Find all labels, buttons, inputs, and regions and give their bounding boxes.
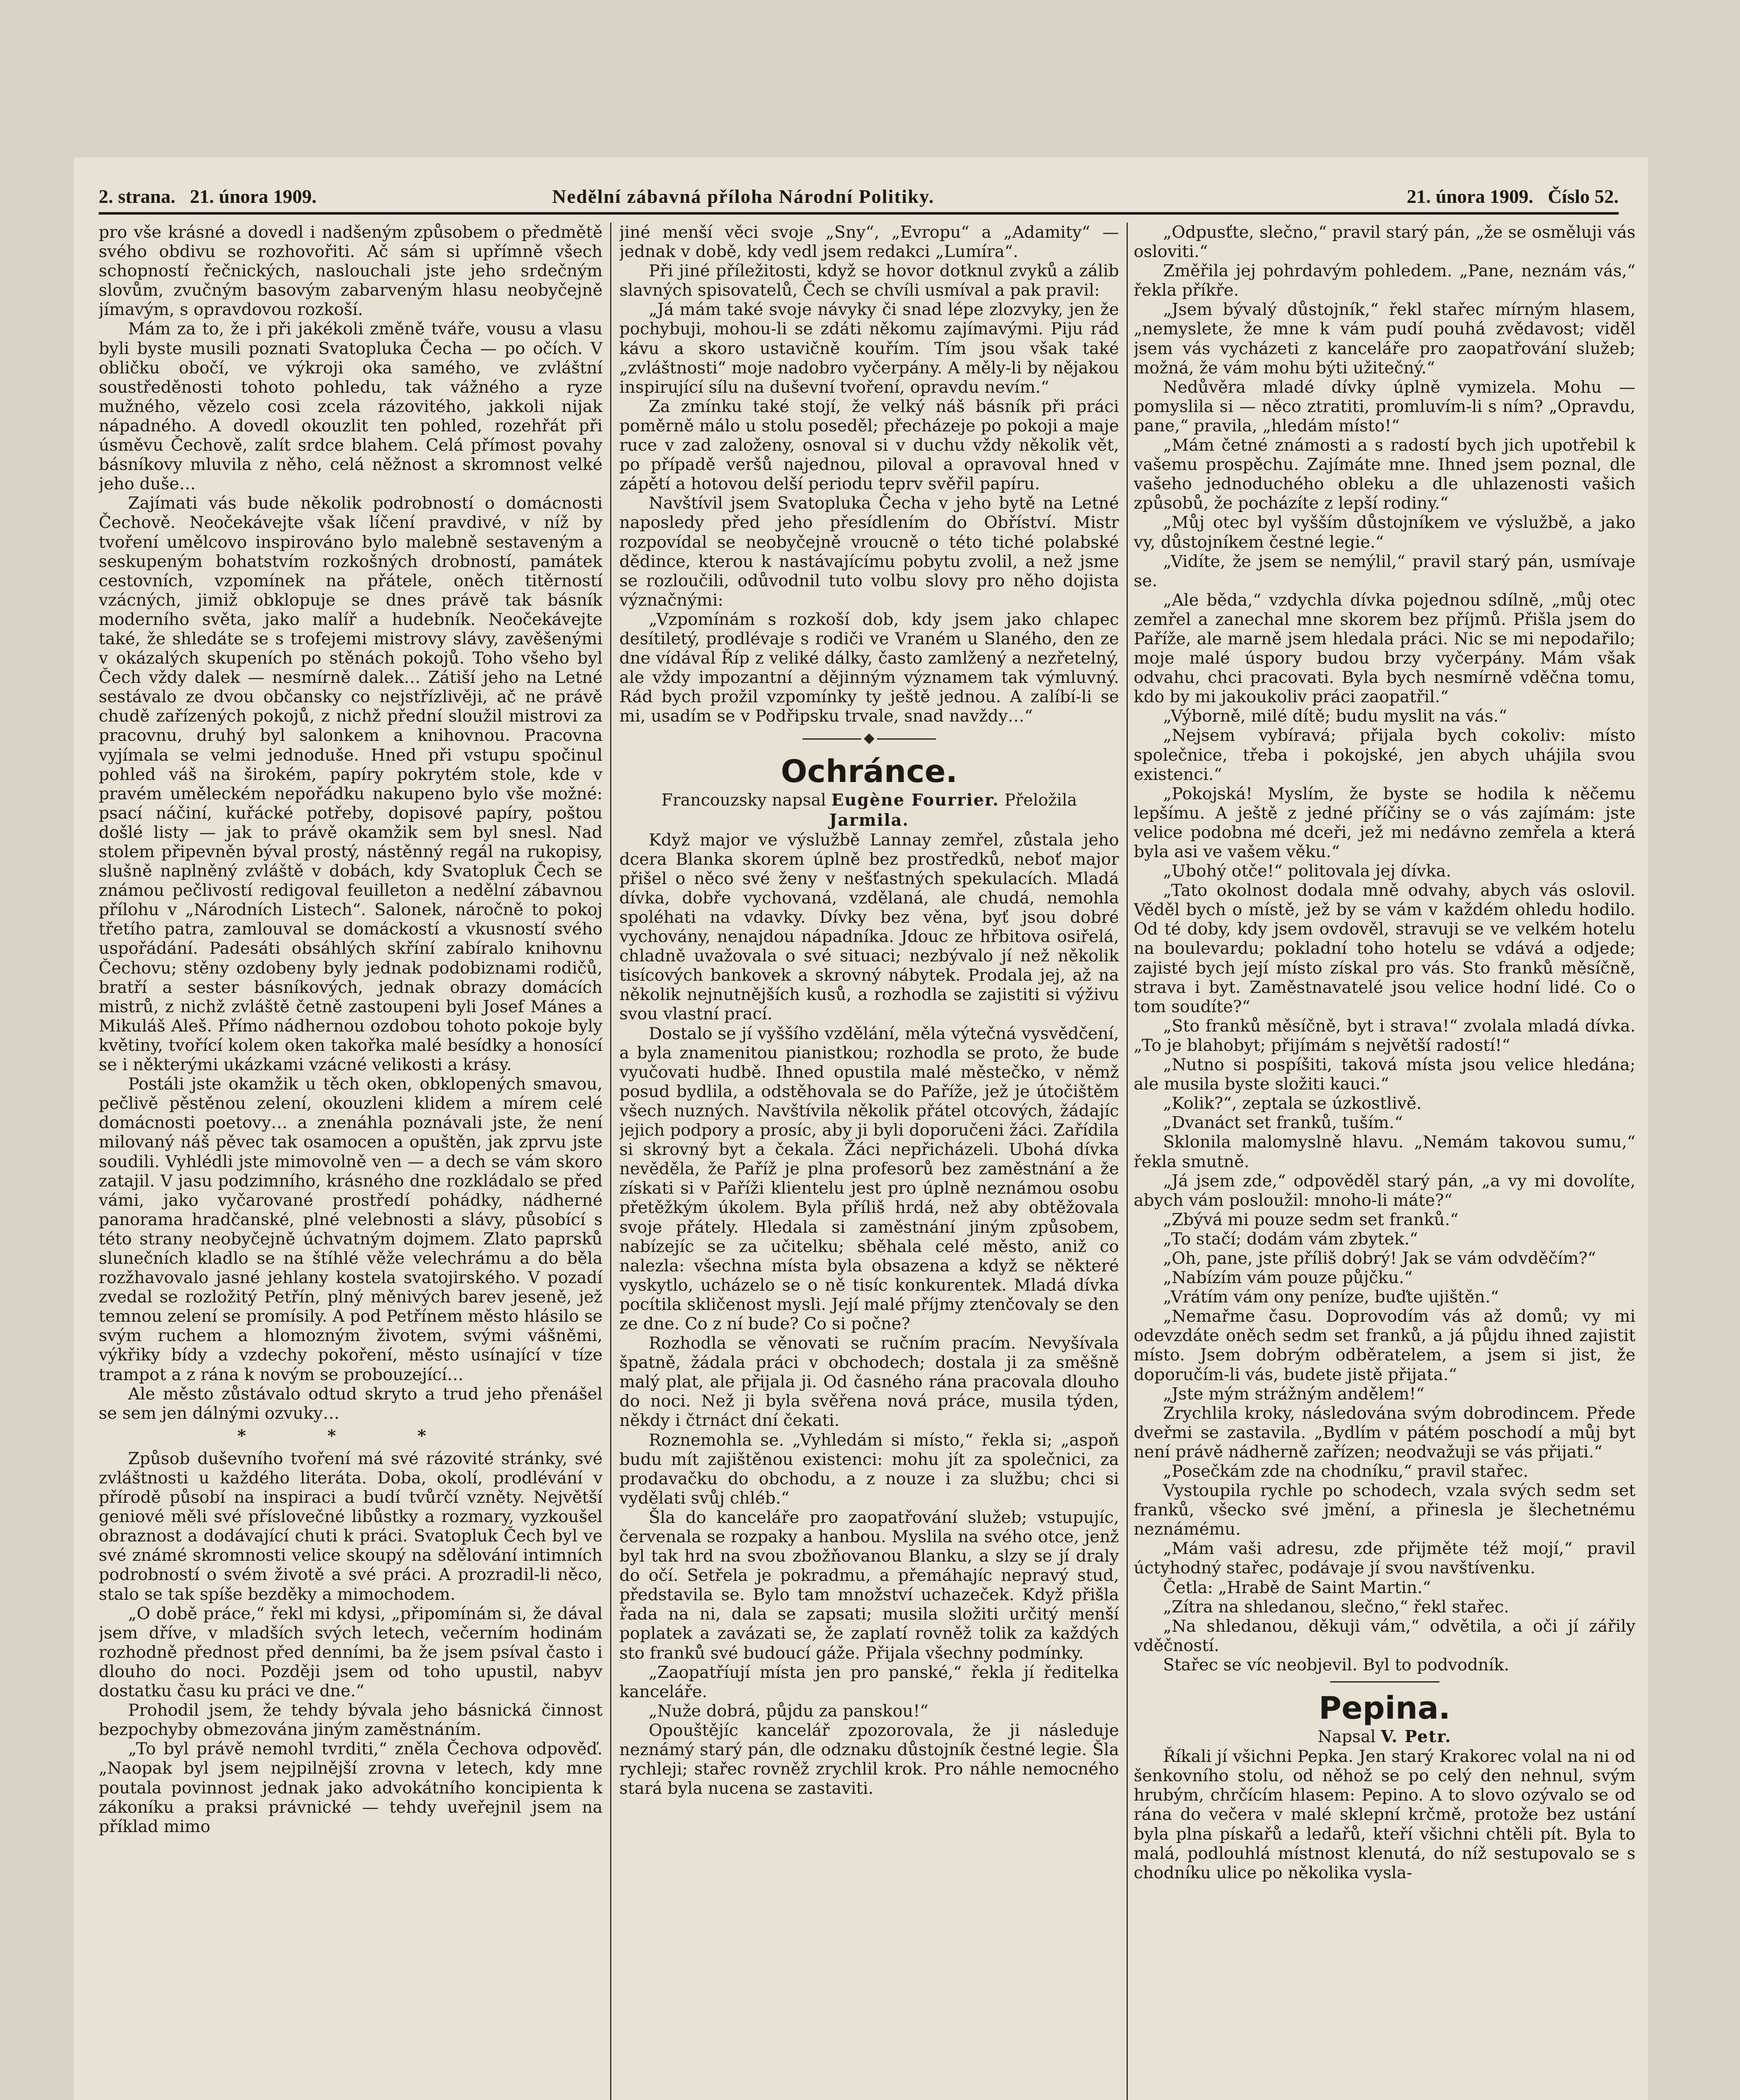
column-divider: [1127, 223, 1128, 2100]
paragraph: pro vše krásné a dovedl i nadšeným způsobem o předmětě svého obdivu se rozhovořiti. Ač sám si upřímně všech schopností řečnických, naslouchali jste jeho srdečným slovům, zvučným basovým zabarveným hlasu neobyčejně jímavým, s opravdovou rozkoší.: [99, 223, 603, 320]
paragraph: „Tato okolnost dodala mně odvahy, abych vás oslovil. Věděl bych o místě, jež by se vám v každém ohledu hodilo. Od té doby, kdy jsem ovdověl, stravuji se ve velkém hotelu na boulevardu; pokladní toho hotelu se vdává a odjede; zajisté bych její místo získal pro vás. Sto franků měsíčně, strava i byt. Zaměstnavatelé jsou velice hodní lidé. Co o tom soudíte?“: [1134, 881, 1635, 1016]
paragraph: Dostalo se jí vyššího vzdělání, měla výtečná vysvědčení, a byla znamenitou pianistkou; rozhodla se proto, že bude vyučovati hudbě. Ihned opustila malé městečko, v němž posud bydlila, a odstěhovala se do Paříže, jež je útočištěm všech nuzných. Navštívila několik přátel otcových, žádajíc jejich podpory a prosíc, aby ji byli doporučeni žáci. Zařídila si skrovný byt a čekala. Žáci nepřicházeli. Ubohá dívka nevěděla, že Paříž je plna profesorů bez zaměstnání a že získati si v Paříži klientelu jest pro úplně neznámou osobu přetěžkým úkolem. Byla příliš hrdá, než aby obtěžovala svoje přátely. Hledala si zaměstnání jiným způsobem, nabízejíc se za učitelku; sběhala celé město, aniž co nalezla: všechna místa byla obsazena a když se některé vyskytlo, ucházelo se o ně tisíc konkurentek. Mladá dívka pocítila skličenost mysli. Její malé příjmy ztenčovaly se den ze dne. Co z ní bude? Co si počne?: [619, 1024, 1119, 1334]
story-title: Pepina.: [1318, 1690, 1451, 1727]
translator-name: Jarmila.: [829, 810, 909, 830]
paragraph: „Nabízím vám pouze půjčku.“: [1163, 1268, 1413, 1288]
paragraph: „Mám četné známosti a s radostí bych jich upotřebil k vašemu prospěchu. Zajímáte mne. Ihned jsem poznal, dle vašeho jednoduchého obleku a dle uhlazenosti vašich způsobů, že pocházíte z lepší rodiny.“: [1134, 436, 1635, 513]
header-right: [1407, 181, 1619, 212]
paragraph: Prohodil jsem, že tehdy bývala jeho básnická činnost bezpochyby obmezována jiným zaměstnáním.: [99, 1701, 603, 1740]
paragraph: Mám za to, že i při jakékoli změně tváře, vousu a vlasu byli byste musili poznati Svatopluka Čecha — po očích. V obličku obočí, ve výkroji oka samého, ve zvláštní soustředěnosti tohoto pohledu, tak vážného a ryze mužného, vězelo cosi zcela rázovitého, jakkoli nijak nápadného. A dovedl okouzlit ten pohled, rozehřát při úsměvu Čechově, zalít srdce blahem. Celá přímost povahy básníkovy mluvila z něho, celá něžnost a skromnost velké jeho duše…: [99, 319, 603, 494]
paragraph: Opouštějíc kancelář zpozorovala, že ji následuje neznámý starý pán, dle odznaku důstojník čestné legie. Šla rychleji; stařec rovněž zrychlil krok. Pro náhle nemocného stará byla nucena se zastaviti.: [619, 1720, 1119, 1798]
translator-prefix: Přeložila: [1004, 791, 1077, 810]
paragraph: „O době práce,“ řekl mi kdysi, „připomínám si, že dával jsem dříve, v mladších svých letech, večerním hodinám rozhodně přednost před denními, ba že jsem psíval často i dlouho do noci. Později jsem od toho upustil, nabyv dostatku času ku práci ve dne.“: [99, 1604, 603, 1701]
header-left: [99, 181, 317, 212]
story-title: Ochránce.: [781, 753, 958, 790]
paragraph: „Vrátím vám ony peníze, buďte ujištěn.“: [1163, 1287, 1499, 1307]
paragraph: „Ale běda,“ vzdychla dívka pojednou sdílně, „můj otec zemřel a zanechal mne skorem bez příjmů. Přišla jsem do Paříže, ale marně jsem hledala práci. Nic se mi nepodařilo; moje malé úspory budou brzy vyčerpány. Mám však odvahu, chci pracovati. Byla bych nesmírně vděčna tomu, kdo by mi jakoukoliv práci zaopatřil.“: [1134, 590, 1635, 707]
paragraph: Navštívil jsem Svatopluka Čecha v jeho bytě na Letné naposledy před jeho přesídlením do Obříství. Mistr rozpovídal se neobyčejně vroucně o této tiché polabské dědince, kterou k nastávajícímu pobytu zvolil, a než jsme se rozloučili, odůvodnil tuto volbu slovy pro něho dojista význačnými:: [619, 494, 1119, 610]
column-1: [99, 223, 603, 2100]
paragraph: Ale město zůstávalo odtud skryto a trud jeho přenášel se sem jen dálnými ozvuky…: [99, 1384, 603, 1423]
paragraph: „Vzpomínám s rozkoší dob, kdy jsem jako chlapec desítiletý, prodlévaje s rodiči ve Vraném u Slaného, den ze dne vídával Říp z veliké dálky, často zamlžený a nezřetelný, ale vždy impozantní a dějinným významem tak výmluvný. Rád bych prožil vzpomínky ty ještě jednou. A zalíbí-li se mi, usadím se v Podřipsku trvale, snad navždy…“: [619, 609, 1119, 726]
paragraph: „Jsem bývalý důstojník,“ řekl stařec mírným hlasem, „nemyslete, že mne k vám pudí pouhá zvědavost; viděl jsem vás vycházeti z kanceláře pro zaopatřování služeb; možná, že vám mohu býti užitečný.“: [1134, 300, 1635, 378]
paragraph: Změřila jej pohrdavým pohledem. „Pane, neznám vás,“ řekla příkře.: [1134, 261, 1635, 300]
paragraph: „Kolik?“, zeptala se úzkostlivě.: [1163, 1094, 1422, 1113]
paragraph: „Výborně, milé dítě; budu myslit na vás.“: [1163, 706, 1507, 726]
paragraph: Rozhodla se věnovati se ručním pracím. Nevyšívala špatně, žádala práci v obchodech; dostala ji za směšně malý plat, ale přijala ji. Od časného rána pracovala dlouho do noci. Než ji byla svěřena nová práce, musila týden, někdy i čtrnáct dní čekati.: [619, 1334, 1119, 1431]
ornament-divider: [619, 728, 1119, 749]
paragraph: „Vidíte, že jsem se nemýlil,“ pravil starý pán, usmívaje se.: [1134, 551, 1635, 591]
byline-prefix: Napsal: [1318, 1727, 1376, 1747]
paragraph: „Ubohý otče!“ politovala jej dívka.: [1163, 861, 1452, 881]
paragraph: Postáli jste okamžik u těch oken, obklopených smavou, pečlivě pěstěnou zelení, okouzleni klidem a mírem celé domácnosti poetovy… a znenáhla poznávali jste, že není milovaný náš pěvec tak osamocen a opuštěn, jak zprvu jste soudili. Vyhlédli jste mimovolně ven — a dech se vám skoro zatajil. V jasu podzimního, krásného dne rozkládalo se před vámi, jako vyčarované prostředí pohádky, nádherné panorama hradčanské, plné velebnosti a slávy, působící s této strany neobyčejně úchvatným dojmem. Zlato paprsků slunečních kladlo se na štíhlé věže velechrámu a do běla rozžhavovalo jasné jehlany kostela svatojirského. V pozadí zvedal se rozložitý Petřín, plný měnivých barev jeseně, jež temnou zelení se promísily. A pod Petřínem město hlásilo se svým ruchem a hlomozným životem, svými vášněmi, výkřiky bídy a vzdechy pokoření, město usínající v tíze trampot a z rána k novým se probouzející…: [99, 1074, 603, 1384]
page-number: 2. strana.: [99, 186, 176, 207]
page-header: [99, 181, 1619, 215]
story-byline: [619, 790, 1119, 830]
story-byline: [1134, 1727, 1635, 1747]
paragraph: Způsob duševního tvoření má své rázovité stránky, své zvláštnosti u každého literáta. Doba, okolí, prodlévání v přírodě působí na inspiraci a budí tvůrčí vzněty. Největší geniové měli své příslovečné libůstky a rozmary, vyzkoušel obraznost a dodávající chuti k práci. Svatopluk Čech byl ve své známé skromnosti velice skoupý na sdělování intimních podrobností o svém životě a své práci. A prozradil-li něco, stalo se tak spíše bezděky a mimochodem.: [99, 1449, 603, 1604]
paragraph: „Odpusťte, slečno,“ pravil starý pán, „že se osměluji vás osloviti.“: [1134, 223, 1635, 262]
paragraph: „Sto franků měsíčně, byt i strava!“ zvolala mladá dívka. „To je blahobyt; přijímám s největší radostí!“: [1134, 1016, 1635, 1055]
header-date-right: 21. února 1909.: [1407, 186, 1533, 207]
paragraph: jiné menší věci svoje „Sny“, „Evropu“ a „Adamity“ — jednak v době, kdy vedl jsem redakci „Lumíra“.: [619, 223, 1119, 262]
paragraph: „Nutno si pospíšiti, taková místa jsou velice hledána; ale musila byste složiti kauci.“: [1134, 1055, 1635, 1094]
paragraph: Zrychlila kroky, následována svým dobrodincem. Přede dveřmi se zastavila. „Bydlím v pátém poschodí a můj byt není právě nádherně zařízen; neodvažuji se vás přijati.“: [1134, 1403, 1635, 1462]
issue-number: Číslo 52.: [1548, 186, 1619, 207]
author-name: Eugène Fourrier.: [831, 790, 999, 810]
paragraph: „Mám vaši adresu, zde přijměte též mojí,“ pravil úctyhodný stařec, podávaje jí svou navštívenku.: [1134, 1539, 1635, 1578]
section-stars: * * *: [237, 1426, 464, 1446]
column-divider: [610, 223, 611, 2100]
paragraph: „Zaopatříují místa jen pro panské,“ řekla jí ředitelka kanceláře.: [619, 1662, 1119, 1701]
paragraph: „Oh, pane, jste příliš dobrý! Jak se vám odvděčím?“: [1163, 1248, 1596, 1268]
publication-title: Nedělní zábavná příloha Národní Politiky.: [552, 186, 935, 207]
paragraph: „Posečkám zde na chodníku,“ pravil stařec.: [1163, 1462, 1528, 1481]
section-divider: [1330, 1681, 1439, 1683]
paragraph: „Zbývá mi pouze sedm set franků.“: [1163, 1210, 1459, 1229]
paragraph: „Já jsem zde,“ odpověděl starý pán, „a vy mi dovolíte, abych vám posloužil: mnoho-li máte?“: [1134, 1171, 1635, 1210]
paragraph: „Nejsem vybíravá; přijala bych cokoliv: místo společnice, třeba i pokojské, jen abych uhájila svou existenci.“: [1134, 726, 1635, 784]
paragraph: „Jste mým strážným andělem!“: [1163, 1384, 1425, 1404]
paragraph: Stařec se víc neobjevil. Byl to podvodník.: [1163, 1655, 1509, 1675]
paragraph: „Můj otec byl vyšším důstojníkem ve výslužbě, a jako vy, důstojníkem čestné legie.“: [1134, 513, 1635, 552]
paragraph: Nedůvěra mladé dívky úplně vymizela. Mohu — pomyslila si — něco ztratiti, promluvím-li s ním? „Opravdu, pane,“ pravila, „hledám místo!“: [1134, 377, 1635, 436]
byline-prefix: Francouzsky napsal: [661, 791, 826, 810]
paragraph: Četla: „Hrabě de Saint Martin.“: [1163, 1578, 1431, 1597]
paragraph: „Dvanáct set franků, tuším.“: [1163, 1113, 1403, 1133]
paragraph: „Nuže dobrá, půjdu za panskou!“: [649, 1701, 929, 1721]
paragraph: „To byl právě nemohl tvrditi,“ zněla Čechova odpověď. „Naopak byl jsem nejpilnější zrovna v letech, kdy mne poutala povinnost jednak jako advokátního koncipienta k zákoníku a praksi právnické — tehdy uveřejnil jsem na příklad mimo: [99, 1739, 603, 1836]
header-date-left: 21. února 1909.: [190, 186, 317, 207]
paragraph: Zajímati vás bude několik podrobností o domácnosti Čechově. Neočekávejte však líčení pravdivé, v níž by tvoření umělcovo inspirováno bylo malebně sestaveným a seskupeným bohatstvím rozkošných drobností, památek cestovních, vzpomínek na přátele, oněch titěrností vzácných, jimiž obklopuje se dnes právě tak básník moderního světa, jako malíř a hudebník. Neočekávejte také, že shledáte se s trofejemi mistrovy slávy, zavěšenými v okázalých skupeních po stěnách pokojů. Toho všeho byl Čech vždy dalek — nesmírně dalek… Zátiší jeho na Letné sestávalo ze dvou občansky co nejstřízlivěji, ač ne právě chudě zařízených pokojů, z nichž přední sloužil mistrovi za pracovnu, druhý byl salonkem a knihovnou. Pracovna vyjímala se velmi jednoduše. Hned při vstupu spočinul pohled váš na širokém, papíry pokrytém stole, kde v pravém uměleckém nepořádku nakupeno bylo vše možné: psací náčiní, kuřácké potřeby, dopisové papíry, poštou došlé listy — jak to právě okamžik sem byl snesl. Nad stolem připevněn býval prostý, nástěnný regál na rukopisy, slušně naplněný zvláště v dobách, kdy Svatopluk Čech se známou pečlivostí redigoval feuilleton a nedělní zábavnou přílohu v „Národních Listech“. Salonek, náročně to pokoj třetího patra, zamlouval se domáckostí a vkusností svého uspořádání. Padesáti obsáhlých skříní zabíralo knihovnu Čechovu; stěny ozdobeny byly jednak podobiznami rodičů, bratří a sester básníkových, jednak obrazy domácích mistrů, z nichž zvláště četně zastoupeni byli Josef Mánes a Mikuláš Aleš. Přímo nádhernou ozdobou tohoto pokoje byly květiny, tvořící kolem oken takořka malé besídky a honosící se i některými ukázkami vzácné velikosti a krásy.: [99, 494, 603, 1075]
paragraph: „Já mám také svoje návyky či snad lépe zlozvyky, jen že pochybuji, mohou-li se zdáti někomu zajímavými. Piju rád kávu a skoro ustavičně kouřím. Tím jsou však také „zvláštnosti“ moje nadobro vyčerpány. A měly-li by nějakou inspirující sílu na duševní tvoření, opravdu nevím.“: [619, 300, 1119, 397]
paragraph: „Nemařme času. Doprovodím vás až domů; vy mi odevzdáte oněch sedm set franků, a já půjdu ihned zajistit místo. Jsem dobrým odběratelem, a jsem si jist, že doporučím-li vás, budete jistě přijata.“: [1134, 1307, 1635, 1384]
paragraph: Sklonila malomyslně hlavu. „Nemám takovou sumu,“ řekla smutně.: [1134, 1132, 1635, 1171]
paragraph: Vystoupila rychle po schodech, vzala svých sedm set franků, všecko své jmění, a přinesla je šlechetnému neznámému.: [1134, 1481, 1635, 1539]
column-2: [619, 223, 1119, 2100]
paragraph: Za zmínku také stojí, že velký náš básník při práci poměrně málo u stolu poseděl; přecházeje po pokoji a maje ruce v zad založeny, osnoval si v duchu vždy několik vět, po případě veršů najednou, piloval a opravoval hned v zápětí a hotovou delší periodu teprv svěřil papíru.: [619, 396, 1119, 494]
column-3: [1134, 223, 1635, 2100]
paragraph: „Na shledanou, děkuji vám,“ odvětila, a oči jí zářily vděčností.: [1134, 1616, 1635, 1655]
paragraph: Při jiné příležitosti, když se hovor dotknul zvyků a zálib slavných spisovatelů, Čech se chvíli usmíval a pak pravil:: [619, 261, 1119, 300]
author-name: V. Petr.: [1381, 1727, 1452, 1747]
paragraph: „To stačí; dodám vám zbytek.“: [1163, 1229, 1418, 1249]
paragraph: Když major ve výslužbě Lannay zemřel, zůstala jeho dcera Blanka skorem úplně bez prostředků, neboť major přišel o něco své ženy v nešťastných spekulacích. Mladá dívka, dobře vychovaná, vzdělaná, ale chudá, nemohla spoléhati na vdavky. Dívky bez věna, byť jsou dobré vychovány, nenajdou nápadníka. Jdouc ze hřbitova osiřelá, chladně uvažovala o své situaci; nezbývalo jí než několik tisícových bankovek a skrovný nábytek. Prodala jej, až na několik nejnutnějších kusů, a rozhodla se zajistiti si výživu svou vlastní prací.: [619, 830, 1119, 1024]
paragraph: „Pokojská! Myslím, že byste se hodila k něčemu lepšímu. A ještě z jedné příčiny se o vás zajímám: jste velice podobna mé dceři, jež mi nedávno zemřela a která byla asi ve vašem věku.“: [1134, 784, 1635, 861]
paragraph: Šla do kanceláře pro zaopatřování služeb; vstupujíc, červenala se rozpaky a hanbou. Myslila na svého otce, jenž byl tak hrd na svou zbožňovanou Blanku, a slzy se jí draly do očí. Setřela je pokradmu, a přemáhajíc nepravý stud, představila se. Bylo tam množství uchazeček. Když přišla řada na ni, dala se zapsati; musila složiti určitý menší poplatek a zavázati se, že zaplatí rovněž tolik za každých sto franků své budoucí gáže. Přijala všechny podmínky.: [619, 1507, 1119, 1663]
paragraph: Říkali jí všichni Pepka. Jen starý Krakorec volal na ni od šenkovního stolu, od něhož se po celý den nehnul, svým hrubým, chrčícím hlasem: Pepino. A to slovo ozývalo se od rána do večera v malé sklepní krčmě, protože bez ustání byla plna pískařů a ledařů, kteří všichni chtěli pít. Byla to malá, podlouhlá místnost klenutá, do níž sestupovalo se s chodníku ulice po několika vysla-: [1134, 1747, 1635, 1882]
paragraph: Roznemohla se. „Vyhledám si místo,“ řekla si; „aspoň budu mít zajištěnou existenci: mohu jít za společnici, za prodavačku do obchodu, a z nouze i za službu; chci si vydělati svůj chléb.“: [619, 1430, 1119, 1508]
paragraph: „Zítra na shledanou, slečno,“ řekl stařec.: [1163, 1597, 1509, 1617]
